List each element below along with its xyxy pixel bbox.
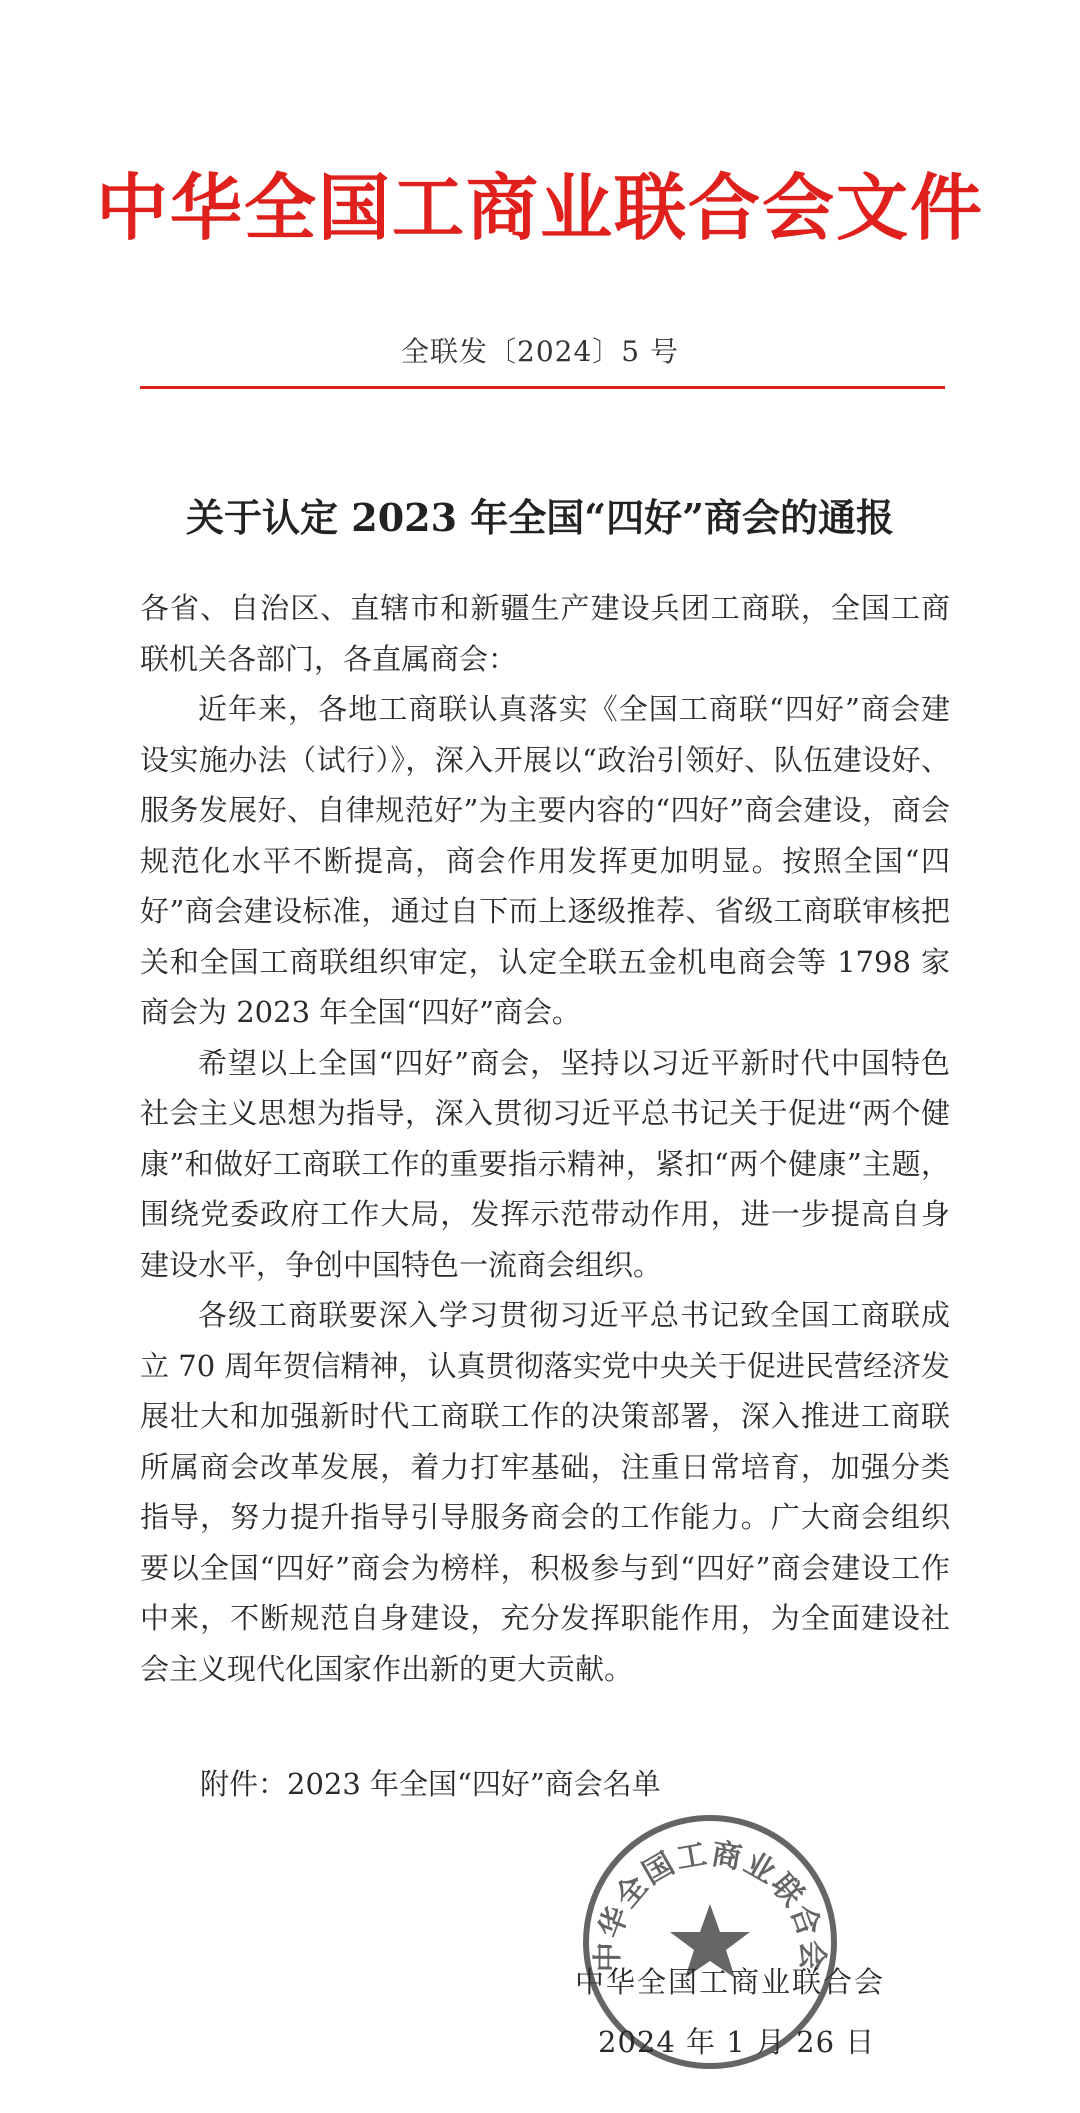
- paragraph-2: 希望以上全国“四好”商会，坚持以习近平新时代中国特色社会主义思想为指导，深入贯彻习近平总书记关于促进“两个健康”和做好工商联工作的重要指示精神，紧扣“两个健康”主题，围绕党委政府工作大局，发挥示范带动作用，进一步提高自身建设水平，争创中国特色一流商会组织。: [140, 1045, 950, 1282]
- notice-body: [140, 583, 950, 1694]
- red-divider-line: [140, 386, 945, 389]
- signing-organization: 中华全国工商业联合会: [575, 1965, 886, 1999]
- signing-date: 2024 年 1 月 26 日: [598, 2025, 876, 2059]
- masthead-title: 中华全国工商业联合会文件: [95, 166, 984, 250]
- paragraph-3: 各级工商联要深入学习贯彻习近平总书记致全国工商联成立 70 周年贺信精神，认真贯彻落实党中央关于促进民营经济发展壮大和加强新时代工商联工作的决策部署，深入推进工商联所属商会改革发展，着力打牢基础，注重日常培育，加强分类指导，努力提升指导引导服务商会的工作能力。广大商会组织要以全国“四好”商会为榜样，积极参与到“四好”商会建设工作中来，不断规范自身建设，充分发挥职能作用，为全面建设社会主义现代化国家作出新的更大贡献。: [140, 1298, 950, 1686]
- seal-text: 中华全国工商业联合会: [590, 1836, 830, 1973]
- paragraph-1: 近年来，各地工商联认真落实《全国工商联“四好”商会建设实施办法（试行）》，深入开展以“政治引领好、队伍建设好、服务发展好、自律规范好”为主要内容的“四好”商会建设，商会规范化水平不断提高，商会作用发挥更加明显。按照全国“四好”商会建设标准，通过自下而上逐级推荐、省级工商联审核把关和全国工商联组织审定，认定全联五金机电商会等 1798 家商会为 2023 年全国“四好”商会。: [140, 692, 950, 1029]
- salutation: 各省、自治区、直辖市和新疆生产建设兵团工商联，全国工商联机关各部门，各直属商会：: [140, 591, 950, 676]
- notice-title: 关于认定 2023 年全国“四好”商会的通报: [186, 495, 894, 540]
- attachment-line: 附件：2023 年全国“四好”商会名单: [200, 1767, 661, 1801]
- document-number: 全联发〔2024〕5 号: [401, 335, 679, 368]
